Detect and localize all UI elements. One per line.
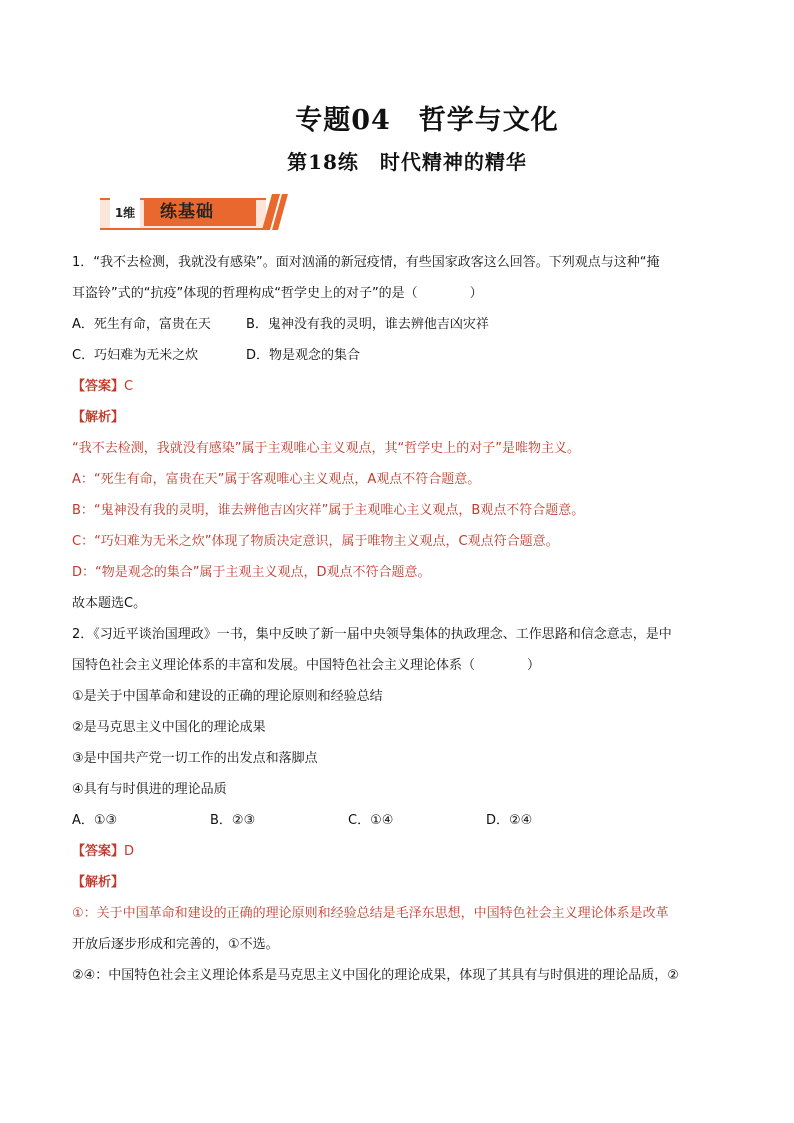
q2-answer xyxy=(72,836,726,867)
q2-option-b: B．②③ xyxy=(210,813,256,828)
q1-conclusion: 故本题选C。 xyxy=(72,596,147,611)
q1-answer xyxy=(72,371,726,402)
q2-analysis-label: 【解析】 xyxy=(72,875,125,890)
q1-answer-label: 【答案】 xyxy=(72,379,125,394)
banner-stripes-icon xyxy=(258,194,288,230)
q2-stem-line-2: 国特色社会主义理论体系的丰富和发展。中国特色社会主义理论体系（ ） xyxy=(72,658,541,673)
q2-option-c: C．①④ xyxy=(348,813,394,828)
q2-answer-label: 【答案】 xyxy=(72,844,125,859)
q1-option-d: D．物是观念的集合 xyxy=(246,348,361,363)
q1-analysis-label: 【解析】 xyxy=(72,410,125,425)
banner-label: 练基础 xyxy=(144,198,256,226)
document-body xyxy=(72,247,726,991)
q1-option-a: A．死生有命，富贵在天 xyxy=(72,317,211,332)
q2-answer-value: D xyxy=(124,844,135,859)
section-banner xyxy=(100,194,286,230)
q1-explanation-4: C：“巧妇难为无米之炊”体现了物质决定意识，属于唯物主义观点，C观点符合题意。 xyxy=(72,534,559,549)
page-subtitle: 第18练 时代精神的精华 xyxy=(287,150,527,174)
q1-options-row-1 xyxy=(72,309,726,340)
q2-statement-1: ①是关于中国革命和建设的正确的理论原则和经验总结 xyxy=(72,689,383,704)
q2-options-row xyxy=(72,805,726,836)
q1-explanation-3: B：“鬼神没有我的灵明，谁去辨他吉凶灾祥”属于主观唯心主义观点，B观点不符合题意。 xyxy=(72,503,585,518)
q2-explanation-2: ②④：中国特色社会主义理论体系是马克思主义中国化的理论成果，体现了其具有与时俱进的理论品质，② xyxy=(72,968,679,983)
q1-stem-line-2: 耳盗铃”式的“抗疫”体现的哲理构成“哲学史上的对子”的是（ ） xyxy=(72,286,483,301)
q1-answer-value: C xyxy=(124,379,134,394)
q2-statement-4: ④具有与时俱进的理论品质 xyxy=(72,782,227,797)
q1-stem-line-1: 1．“我不去检测，我就没有感染”。面对汹涌的新冠疫情，有些国家政客这么回答。下列观点与这种“掩 xyxy=(72,255,660,270)
q1-explanation-2: A：“死生有命，富贵在天”属于客观唯心主义观点，A观点不符合题意。 xyxy=(72,472,481,487)
q2-stem-line-1: 2．《习近平谈治国理政》一书，集中反映了新一届中央领导集体的执政理念、工作思路和信念意志，是中 xyxy=(72,627,672,642)
q1-option-c: C．巧妇难为无米之炊 xyxy=(72,348,199,363)
q1-explanation-1: “我不去检测，我就没有感染”属于主观唯心主义观点，其“哲学史上的对子”是唯物主义。 xyxy=(72,441,580,456)
q2-explanation-1a: ①：关于中国革命和建设的正确的理论原则和经验总结是毛泽东思想，中国特色社会主义理论体系是改革 xyxy=(72,906,669,921)
q1-option-b: B．鬼神没有我的灵明，谁去辨他吉凶灾祥 xyxy=(246,317,489,332)
q1-explanation-5: D：“物是观念的集合”属于主观主义观点，D观点不符合题意。 xyxy=(72,565,431,580)
q2-statement-3: ③是中国共产党一切工作的出发点和落脚点 xyxy=(72,751,318,766)
q1-options-row-2 xyxy=(72,340,726,371)
q2-option-a: A．①③ xyxy=(72,813,118,828)
q2-statement-2: ②是马克思主义中国化的理论成果 xyxy=(72,720,266,735)
q2-explanation-1b: 开放后逐步形成和完善的，①不选。 xyxy=(72,937,279,952)
q2-option-d: D．②④ xyxy=(486,813,533,828)
banner-badge: 1维 xyxy=(110,198,140,228)
page-title: 专题04 哲学与文化 xyxy=(295,105,559,136)
